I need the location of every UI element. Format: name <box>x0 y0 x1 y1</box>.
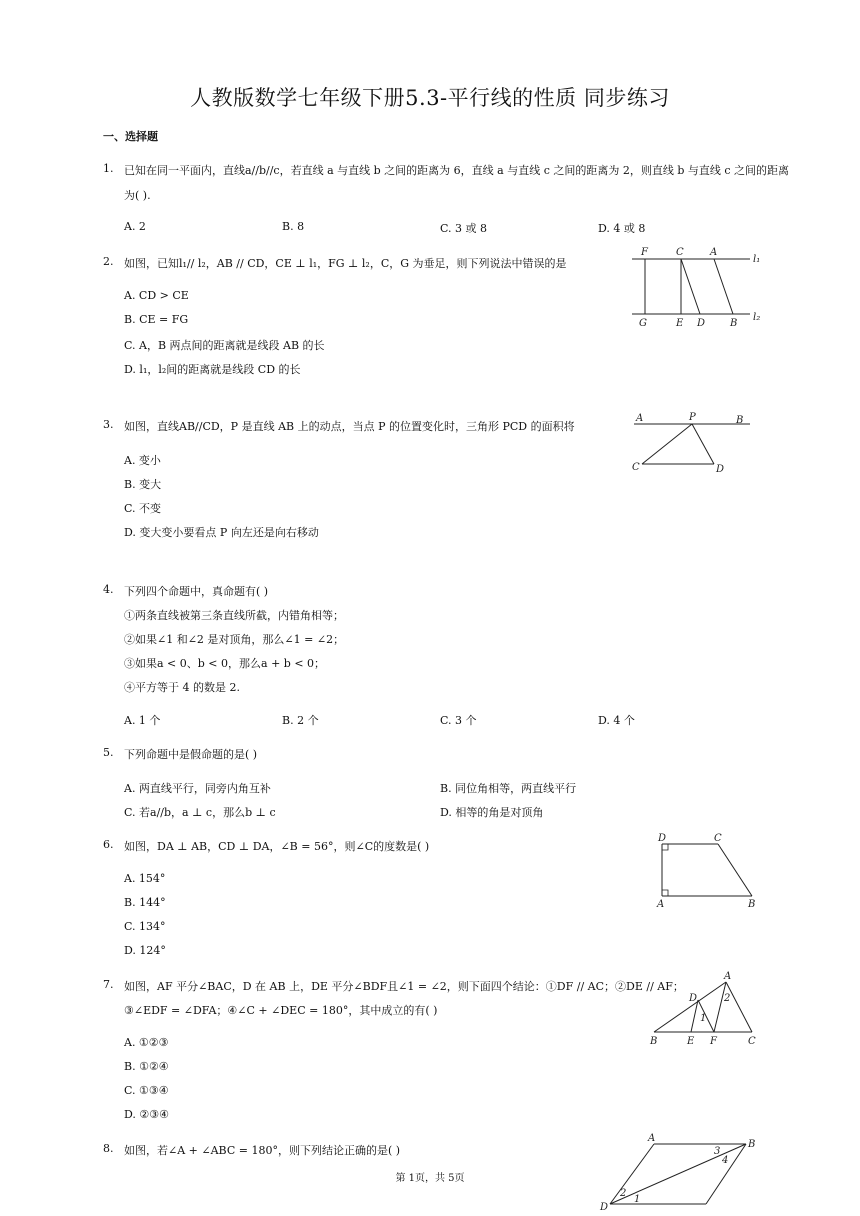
option-a: A. 2 <box>124 220 146 233</box>
question-text-line2: 为( ). <box>124 189 151 202</box>
question-number: 4. <box>103 583 114 596</box>
option-b: B. 2 个 <box>282 714 319 727</box>
label-angle-1: 1 <box>634 1194 641 1205</box>
question-number: 6. <box>103 838 114 851</box>
label-d: D <box>697 318 706 329</box>
label-a: A <box>724 971 732 982</box>
label-b: B <box>736 415 744 426</box>
label-c: C <box>748 1036 756 1047</box>
label-c: C <box>714 833 722 844</box>
option-b: B. 变大 <box>124 478 162 491</box>
option-c: C. 3 个 <box>440 714 477 727</box>
label-b: B <box>748 899 756 910</box>
option-b: B. CE = FG <box>124 313 189 326</box>
option-a: A. 1 个 <box>124 714 161 727</box>
label-b: B <box>650 1036 658 1047</box>
figure-trapezoid <box>652 830 764 910</box>
label-g: G <box>639 318 647 329</box>
label-b: B <box>730 318 738 329</box>
label-b: B <box>748 1139 756 1150</box>
option-c: C. ①③④ <box>124 1084 169 1097</box>
question-text: 如图，AF 平分∠BAC，D 在 AB 上，DE 平分∠BDF且∠1 = ∠2，则下面四个结论：①DF // AC；②DE // AF； <box>124 980 684 993</box>
label-d: D <box>716 464 725 475</box>
label-a: A <box>648 1133 656 1144</box>
label-d: D <box>658 833 667 844</box>
label-angle-4: 4 <box>722 1155 729 1166</box>
label-angle-1: 1 <box>700 1013 707 1024</box>
question-number: 7. <box>103 978 114 991</box>
figure-angle-bisector <box>646 968 764 1048</box>
option-d: D. 相等的角是对顶角 <box>440 806 544 819</box>
option-b: B. 8 <box>282 220 305 233</box>
figure-triangle-pcd <box>630 408 755 478</box>
question-text: 下列命题中是假命题的是( ) <box>124 748 258 761</box>
section-heading: 一、选择题 <box>103 130 158 143</box>
option-c: C. 134° <box>124 920 166 933</box>
label-angle-3: 3 <box>714 1146 721 1157</box>
option-b: B. 144° <box>124 896 166 909</box>
question-text: 如图，已知l₁// l₂，AB // CD，CE ⊥ l₁，FG ⊥ l₂，C，G 为垂足，则下列说法中错误的是 <box>124 257 567 270</box>
label-a: A <box>636 413 644 424</box>
option-b: B. ①②④ <box>124 1060 169 1073</box>
option-b: B. 同位角相等，两直线平行 <box>440 782 577 795</box>
option-d: D. 4 或 8 <box>598 222 646 235</box>
option-c: C. 3 或 8 <box>440 222 488 235</box>
label-e: E <box>676 318 684 329</box>
question-text: 如图，直线AB//CD，P 是直线 AB 上的动点，当点 P 的位置变化时，三角形 PCD 的面积将 <box>124 420 575 433</box>
option-a: A. CD > CE <box>124 289 189 302</box>
option-d: D. ②③④ <box>124 1108 170 1121</box>
option-d: D. 变大变小要看点 P 向左还是向右移动 <box>124 526 319 539</box>
question-number: 5. <box>103 746 114 759</box>
question-text: 下列四个命题中，真命题有( ) <box>124 585 269 598</box>
option-c: C. 不变 <box>124 502 162 515</box>
question-number: 8. <box>103 1142 114 1155</box>
question-number: 3. <box>103 418 114 431</box>
page-title: 人教版数学七年级下册5.3-平行线的性质 同步练习 <box>190 86 670 110</box>
option-d: D. 4 个 <box>598 714 635 727</box>
proposition-item: ③如果a < 0、b < 0，那么a + b < 0； <box>124 657 326 670</box>
option-d: D. l₁，l₂间的距离就是线段 CD 的长 <box>124 363 301 376</box>
label-l1: l₁ <box>753 254 761 265</box>
figure-parallel-lines <box>628 244 768 330</box>
page-footer: 第 1页，共 5页 <box>395 1173 465 1184</box>
option-c: C. A，B 两点间的距离就是线段 AB 的长 <box>124 339 325 352</box>
option-a: A. 变小 <box>124 454 161 467</box>
label-c: C <box>632 462 640 473</box>
proposition-item: ①两条直线被第三条直线所截，内错角相等； <box>124 609 344 622</box>
label-c: C <box>676 247 684 258</box>
label-d: D <box>689 993 698 1004</box>
question-number: 2. <box>103 255 114 268</box>
label-l2: l₂ <box>753 312 761 323</box>
question-text: 如图，DA ⊥ AB，CD ⊥ DA，∠B = 56°，则∠C的度数是( ) <box>124 840 430 853</box>
option-a: A. 154° <box>124 872 166 885</box>
label-d: D <box>600 1202 609 1213</box>
option-d: D. 124° <box>124 944 166 957</box>
option-a: A. 两直线平行，同旁内角互补 <box>124 782 271 795</box>
label-e: E <box>687 1036 695 1047</box>
proposition-item: ②如果∠1 和∠2 是对顶角，那么∠1 = ∠2； <box>124 633 345 646</box>
label-angle-2: 2 <box>724 993 731 1004</box>
question-text: 如图，若∠A + ∠ABC = 180°，则下列结论正确的是( ) <box>124 1144 401 1157</box>
proposition-item: ④平方等于 4 的数是 2. <box>124 681 240 694</box>
label-p: P <box>689 412 696 423</box>
label-f: F <box>710 1036 717 1047</box>
question-text: 已知在同一平面内，直线a//b//c，若直线 a 与直线 b 之间的距离为 6，直线 a 与直线 c 之间的距离为 2，则直线 b 与直线 c 之间的距离 <box>124 164 790 177</box>
label-a: A <box>657 899 665 910</box>
option-c: C. 若a//b，a ⊥ c，那么b ⊥ c <box>124 806 276 819</box>
question-number: 1. <box>103 162 114 175</box>
option-a: A. ①②③ <box>124 1036 169 1049</box>
label-a: A <box>710 247 718 258</box>
label-angle-2: 2 <box>620 1188 627 1199</box>
label-f: F <box>641 247 648 258</box>
question-text-line2: ③∠EDF = ∠DFA；④∠C + ∠DEC = 180°，其中成立的有( ) <box>124 1004 438 1017</box>
